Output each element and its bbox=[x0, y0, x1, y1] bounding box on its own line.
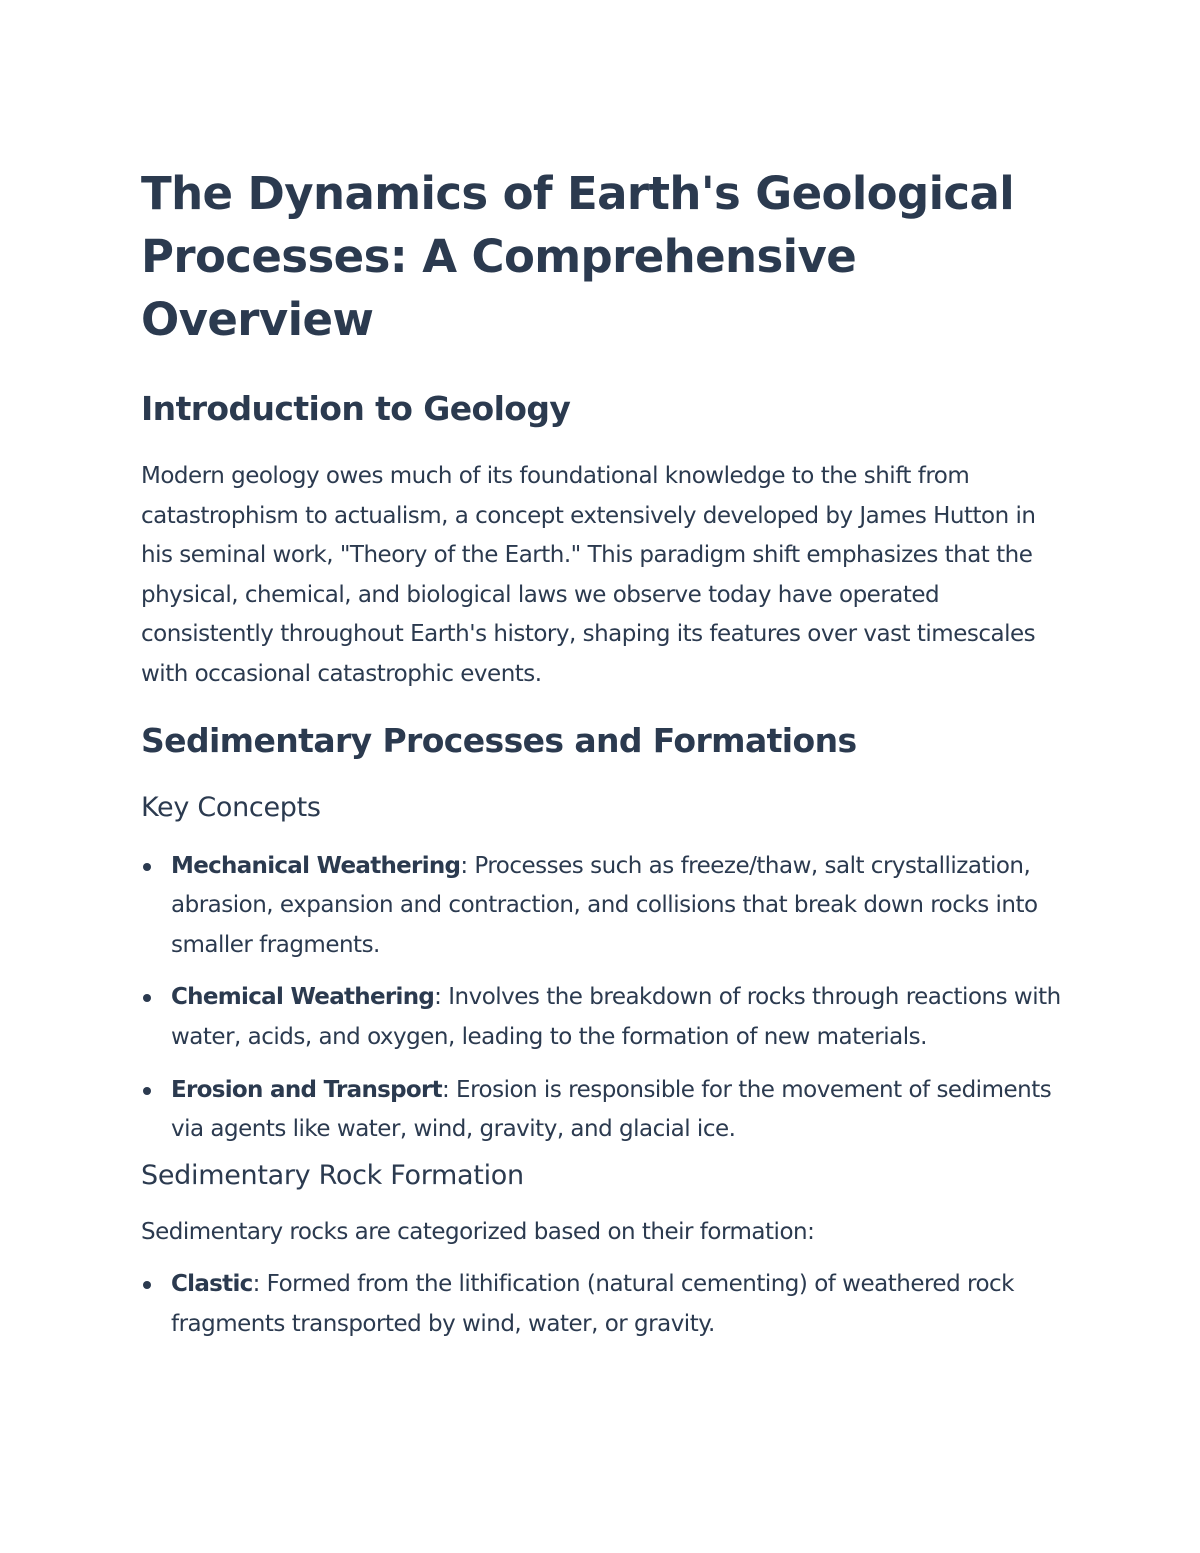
document-page bbox=[141, 162, 1071, 1345]
list-item-term: Mechanical Weathering bbox=[171, 852, 461, 879]
list-item-text: : Processes such as freeze/thaw, salt crystallization, abrasion, expansion and contraction, and collisions that break down rocks into smaller fragments. bbox=[171, 852, 1038, 958]
rock-formation-paragraph: Sedimentary rocks are categorized based on their formation: bbox=[141, 1218, 815, 1245]
subsection-heading-rock-formation: Sedimentary Rock Formation bbox=[141, 1159, 524, 1191]
bullet-icon bbox=[143, 994, 151, 1002]
document-title: The Dynamics of Earth's Geological Processes: A Comprehensive Overview bbox=[141, 167, 1015, 346]
list-item-text: : Involves the breakdown of rocks through reactions with water, acids, and oxygen, leading to the formation of new materials. bbox=[171, 984, 1061, 1050]
list-item-text: : Erosion is responsible for the movement of sediments via agents like water, wind, gravity, and glacial ice. bbox=[171, 1076, 1052, 1143]
key-concepts-list bbox=[141, 847, 1071, 1150]
bullet-icon bbox=[143, 863, 151, 871]
bullet-icon bbox=[143, 1087, 151, 1095]
rock-types-list bbox=[141, 1265, 1071, 1344]
list-item-term: Clastic bbox=[171, 1271, 253, 1298]
section-heading-sedimentary: Sedimentary Processes and Formations bbox=[141, 720, 857, 760]
list-item-term: Erosion and Transport bbox=[171, 1076, 442, 1103]
list-item bbox=[141, 978, 1071, 1057]
section-heading-introduction: Introduction to Geology bbox=[141, 389, 571, 428]
list-item bbox=[141, 1071, 1071, 1150]
list-item bbox=[141, 1265, 1071, 1344]
list-item bbox=[141, 847, 1071, 966]
introduction-paragraph: Modern geology owes much of its foundational knowledge to the shift from catastrophism to actualism, a concept extensively developed by James Hutton in his seminal work, "Theory of the Earth." This paradigm shift emphasizes that the physical, chemical, and biological laws we observe today have operated consistently throughout Earth's history, shaping its features over vast timescales with occasional catastrophic events. bbox=[141, 463, 1036, 687]
subsection-heading-key-concepts: Key Concepts bbox=[141, 791, 321, 823]
list-item-text: : Formed from the lithification (natural cementing) of weathered rock fragments transported by wind, water, or gravity. bbox=[171, 1271, 1014, 1337]
list-item-term: Chemical Weathering bbox=[171, 984, 435, 1011]
bullet-icon bbox=[143, 1281, 151, 1289]
